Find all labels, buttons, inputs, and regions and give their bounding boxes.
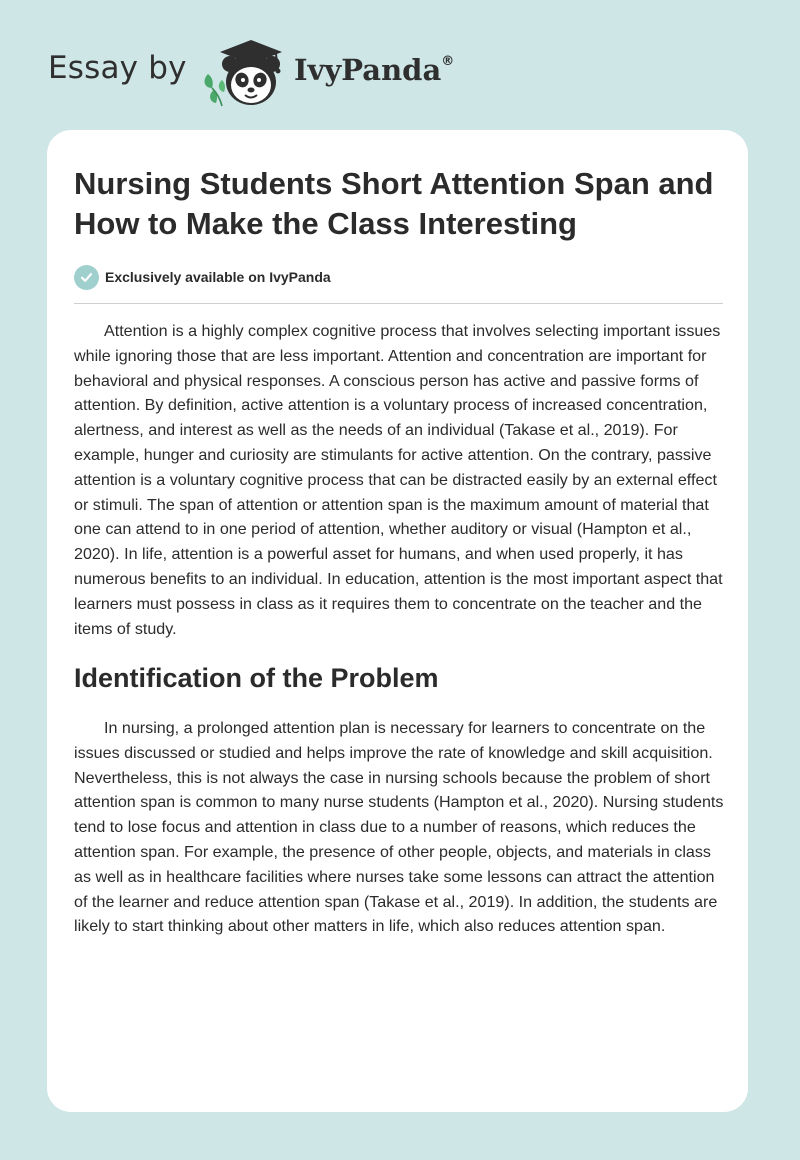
- registered-mark: ®: [441, 54, 455, 70]
- brand-name-text: IvyPanda: [294, 53, 442, 87]
- exclusive-badge: [74, 264, 331, 290]
- article-card: [47, 130, 748, 1112]
- article-title: Nursing Students Short Attention Span and How to Make the Class Interesting: [74, 166, 714, 241]
- check-circle-icon: [74, 265, 99, 290]
- exclusive-badge-label: Exclusively available on IvyPanda: [105, 269, 331, 285]
- divider: [74, 303, 723, 304]
- body-paragraph-1: Attention is a highly complex cognitive process that involves selecting important issues while ignoring those that are less important. Attention and concentration are important for behavioral and physical responses. A conscious person has active and passive forms of attention. By definition, active attention is a voluntary process of increased concentration, alertness, and interest as well as the needs of an individual (Takase et al., 2019). For example, hunger and curiosity are stimulants for active attention. On the contrary, passive attention is a voluntary cognitive process that can be distracted easily by an external effect or stimuli. The span of attention or attention span is the maximum amount of material that one can attend to in one period of attention, whether auditory or visual (Hampton et al., 2020). In life, attention is a powerful asset for humans, and when used properly, it has numerous benefits to an individual. In education, attention is the most important aspect that learners must possess in class as it requires them to concentrate on the teacher and the items of study.: [74, 322, 723, 638]
- panda-logo-icon[interactable]: [200, 36, 292, 112]
- essay-by-label: Essay by: [48, 50, 187, 86]
- site-header: [0, 0, 800, 128]
- brand-name[interactable]: [294, 53, 454, 87]
- body-paragraph-2: In nursing, a prolonged attention plan is necessary for learners to concentrate on the issues discussed or studied and helps improve the rate of knowledge and skill acquisition. Nevertheless, this is not always the case in nursing schools because the problem of short attention span is common to many nurse students (Hampton et al., 2020). Nursing students tend to lose focus and attention in class due to a number of reasons, which reduces the attention span. For example, the presence of other people, objects, and materials in class as well as in healthcare facilities where nurses take some lessons can attract the attention of the learner and reduce attention span (Takase et al., 2019). In addition, the students are likely to start thinking about other matters in life, which also reduces attention span.: [74, 719, 724, 936]
- section-heading: Identification of the Problem: [74, 663, 439, 693]
